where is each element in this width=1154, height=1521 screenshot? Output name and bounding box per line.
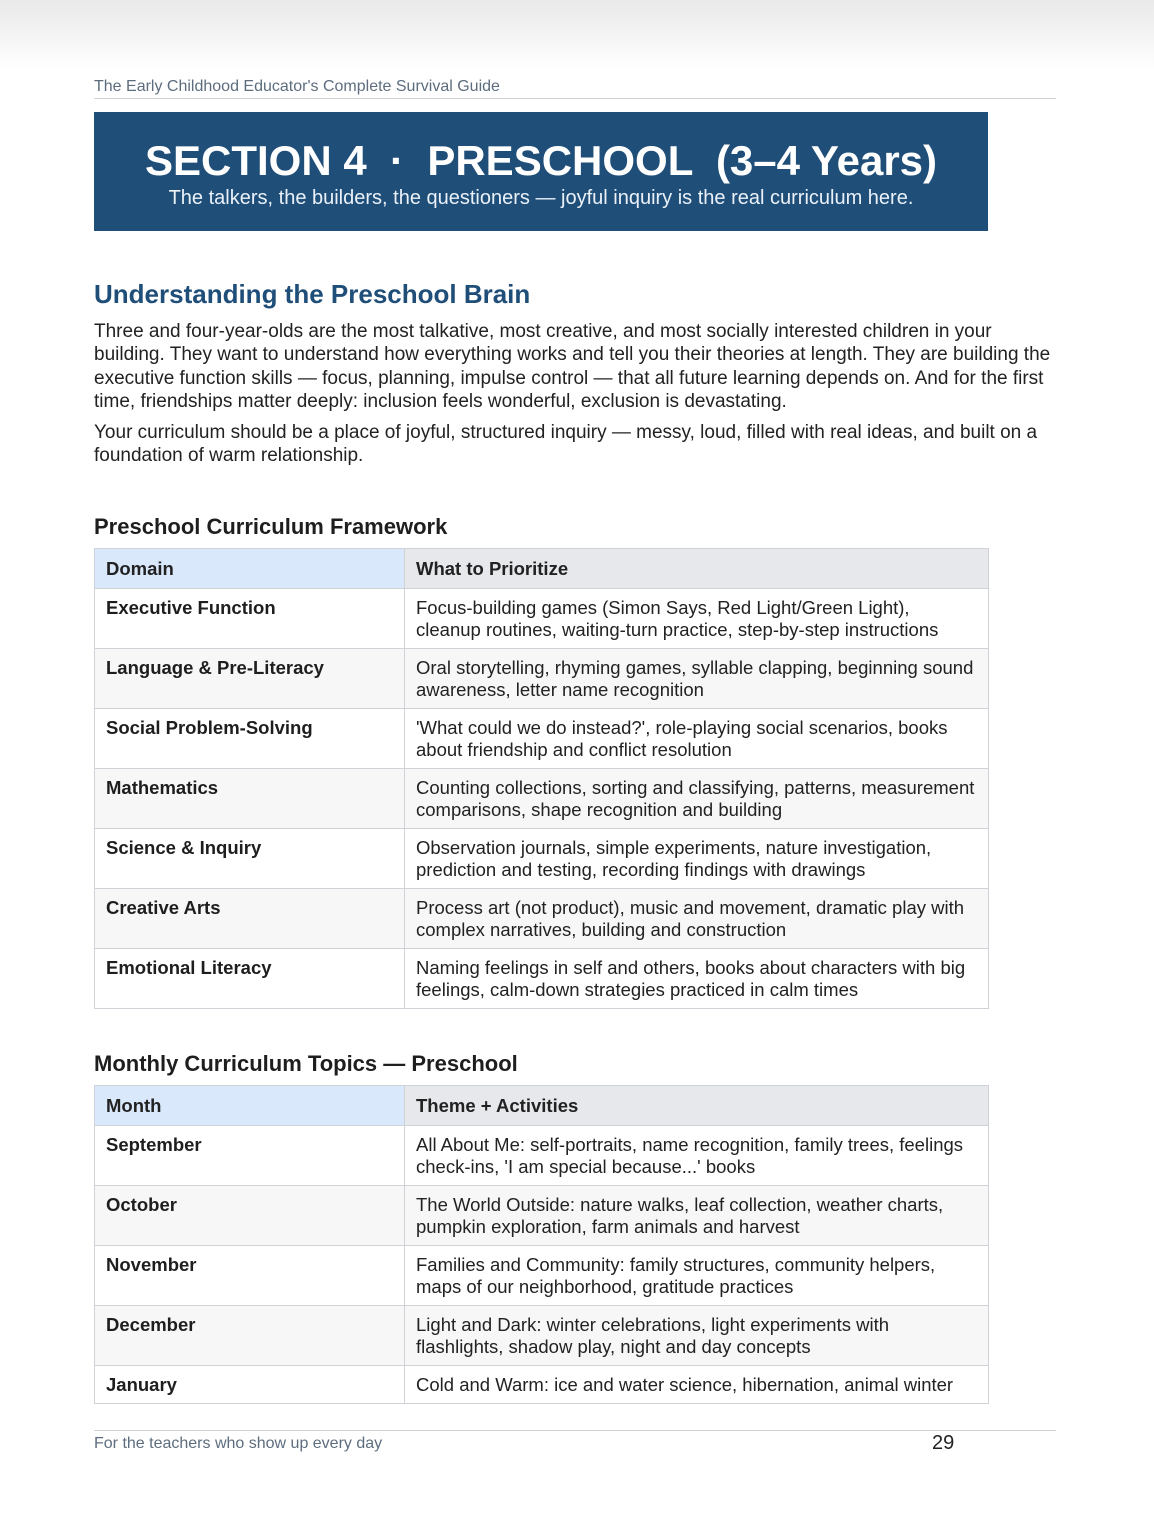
table-row (95, 1186, 989, 1246)
domain-cell: Emotional Literacy (95, 949, 405, 1009)
footer-divider (94, 1430, 1056, 1431)
column-header-month: Month (95, 1086, 405, 1126)
domain-cell: Executive Function (95, 589, 405, 649)
theme-cell: All About Me: self-portraits, name recognition, family trees, feelings check-ins, 'I am special because...' books (405, 1126, 989, 1186)
priority-cell: Focus-building games (Simon Says, Red Light/Green Light), cleanup routines, waiting-turn practice, step-by-step instructions (405, 589, 989, 649)
month-cell: October (95, 1186, 405, 1246)
section-heading: Understanding the Preschool Brain (94, 279, 531, 309)
footer-tagline: For the teachers who show up every day (94, 1435, 383, 1452)
column-header-theme: Theme + Activities (405, 1086, 989, 1126)
framework-table (94, 548, 989, 1009)
priority-cell: Process art (not product), music and movement, dramatic play with complex narratives, building and construction (405, 889, 989, 949)
theme-cell: Light and Dark: winter celebrations, light experiments with flashlights, shadow play, night and day concepts (405, 1306, 989, 1366)
priority-cell: Observation journals, simple experiments, nature investigation, prediction and testing, recording findings with drawings (405, 829, 989, 889)
month-cell: December (95, 1306, 405, 1366)
theme-cell: Families and Community: family structures, community helpers, maps of our neighborhood, gratitude practices (405, 1246, 989, 1306)
column-header-domain: Domain (95, 549, 405, 589)
table-row (95, 709, 989, 769)
table-row (95, 1306, 989, 1366)
section-subtitle: The talkers, the builders, the questioners — joyful inquiry is the real curriculum here. (168, 187, 914, 209)
theme-cell: The World Outside: nature walks, leaf collection, weather charts, pumpkin exploration, farm animals and harvest (405, 1186, 989, 1246)
column-header-priorities: What to Prioritize (405, 549, 989, 589)
month-cell: January (95, 1366, 405, 1404)
table-row (95, 649, 989, 709)
running-header: The Early Childhood Educator's Complete Survival Guide (94, 78, 1056, 99)
framework-table-body (95, 589, 989, 1009)
priority-cell: 'What could we do instead?', role-playing social scenarios, books about friendship and conflict resolution (405, 709, 989, 769)
monthly-table (94, 1085, 989, 1404)
month-cell: November (95, 1246, 405, 1306)
monthly-heading: Monthly Curriculum Topics — Preschool (94, 1051, 518, 1076)
domain-cell: Creative Arts (95, 889, 405, 949)
domain-cell: Science & Inquiry (95, 829, 405, 889)
table-row (95, 1126, 989, 1186)
page-number: 29 (932, 1432, 955, 1454)
framework-heading: Preschool Curriculum Framework (94, 514, 448, 539)
priority-cell: Naming feelings in self and others, books about characters with big feelings, calm-down strategies practiced in calm times (405, 949, 989, 1009)
table-row (95, 1366, 989, 1404)
domain-cell: Social Problem-Solving (95, 709, 405, 769)
table-row (95, 889, 989, 949)
priority-cell: Oral storytelling, rhyming games, syllable clapping, beginning sound awareness, letter name recognition (405, 649, 989, 709)
section-title: SECTION 4 · PRESCHOOL (3–4 Years) (144, 137, 938, 184)
table-row (95, 949, 989, 1009)
theme-cell: Cold and Warm: ice and water science, hibernation, animal winter (405, 1366, 989, 1404)
intro-paragraph-2: Your curriculum should be a place of joyful, structured inquiry — messy, loud, filled with real ideas, and built on a foundation of warm relationship. (94, 422, 1038, 467)
domain-cell: Language & Pre-Literacy (95, 649, 405, 709)
table-row (95, 589, 989, 649)
page-top-shadow (0, 0, 1154, 70)
table-row (95, 829, 989, 889)
priority-cell: Counting collections, sorting and classifying, patterns, measurement comparisons, shape recognition and building (405, 769, 989, 829)
intro-paragraph-1: Three and four-year-olds are the most talkative, most creative, and most socially interested children in your building. They want to understand how everything works and tell you their theories at length. They are building the executive function skills — focus, planning, impulse control — that all future learning depends on. And for the first time, friendships matter deeply: inclusion feels wonderful, exclusion is devastating. (94, 321, 1051, 412)
table-row (95, 1246, 989, 1306)
domain-cell: Mathematics (95, 769, 405, 829)
month-cell: September (95, 1126, 405, 1186)
monthly-table-body (95, 1126, 989, 1404)
table-row (95, 769, 989, 829)
section-banner (94, 112, 988, 231)
